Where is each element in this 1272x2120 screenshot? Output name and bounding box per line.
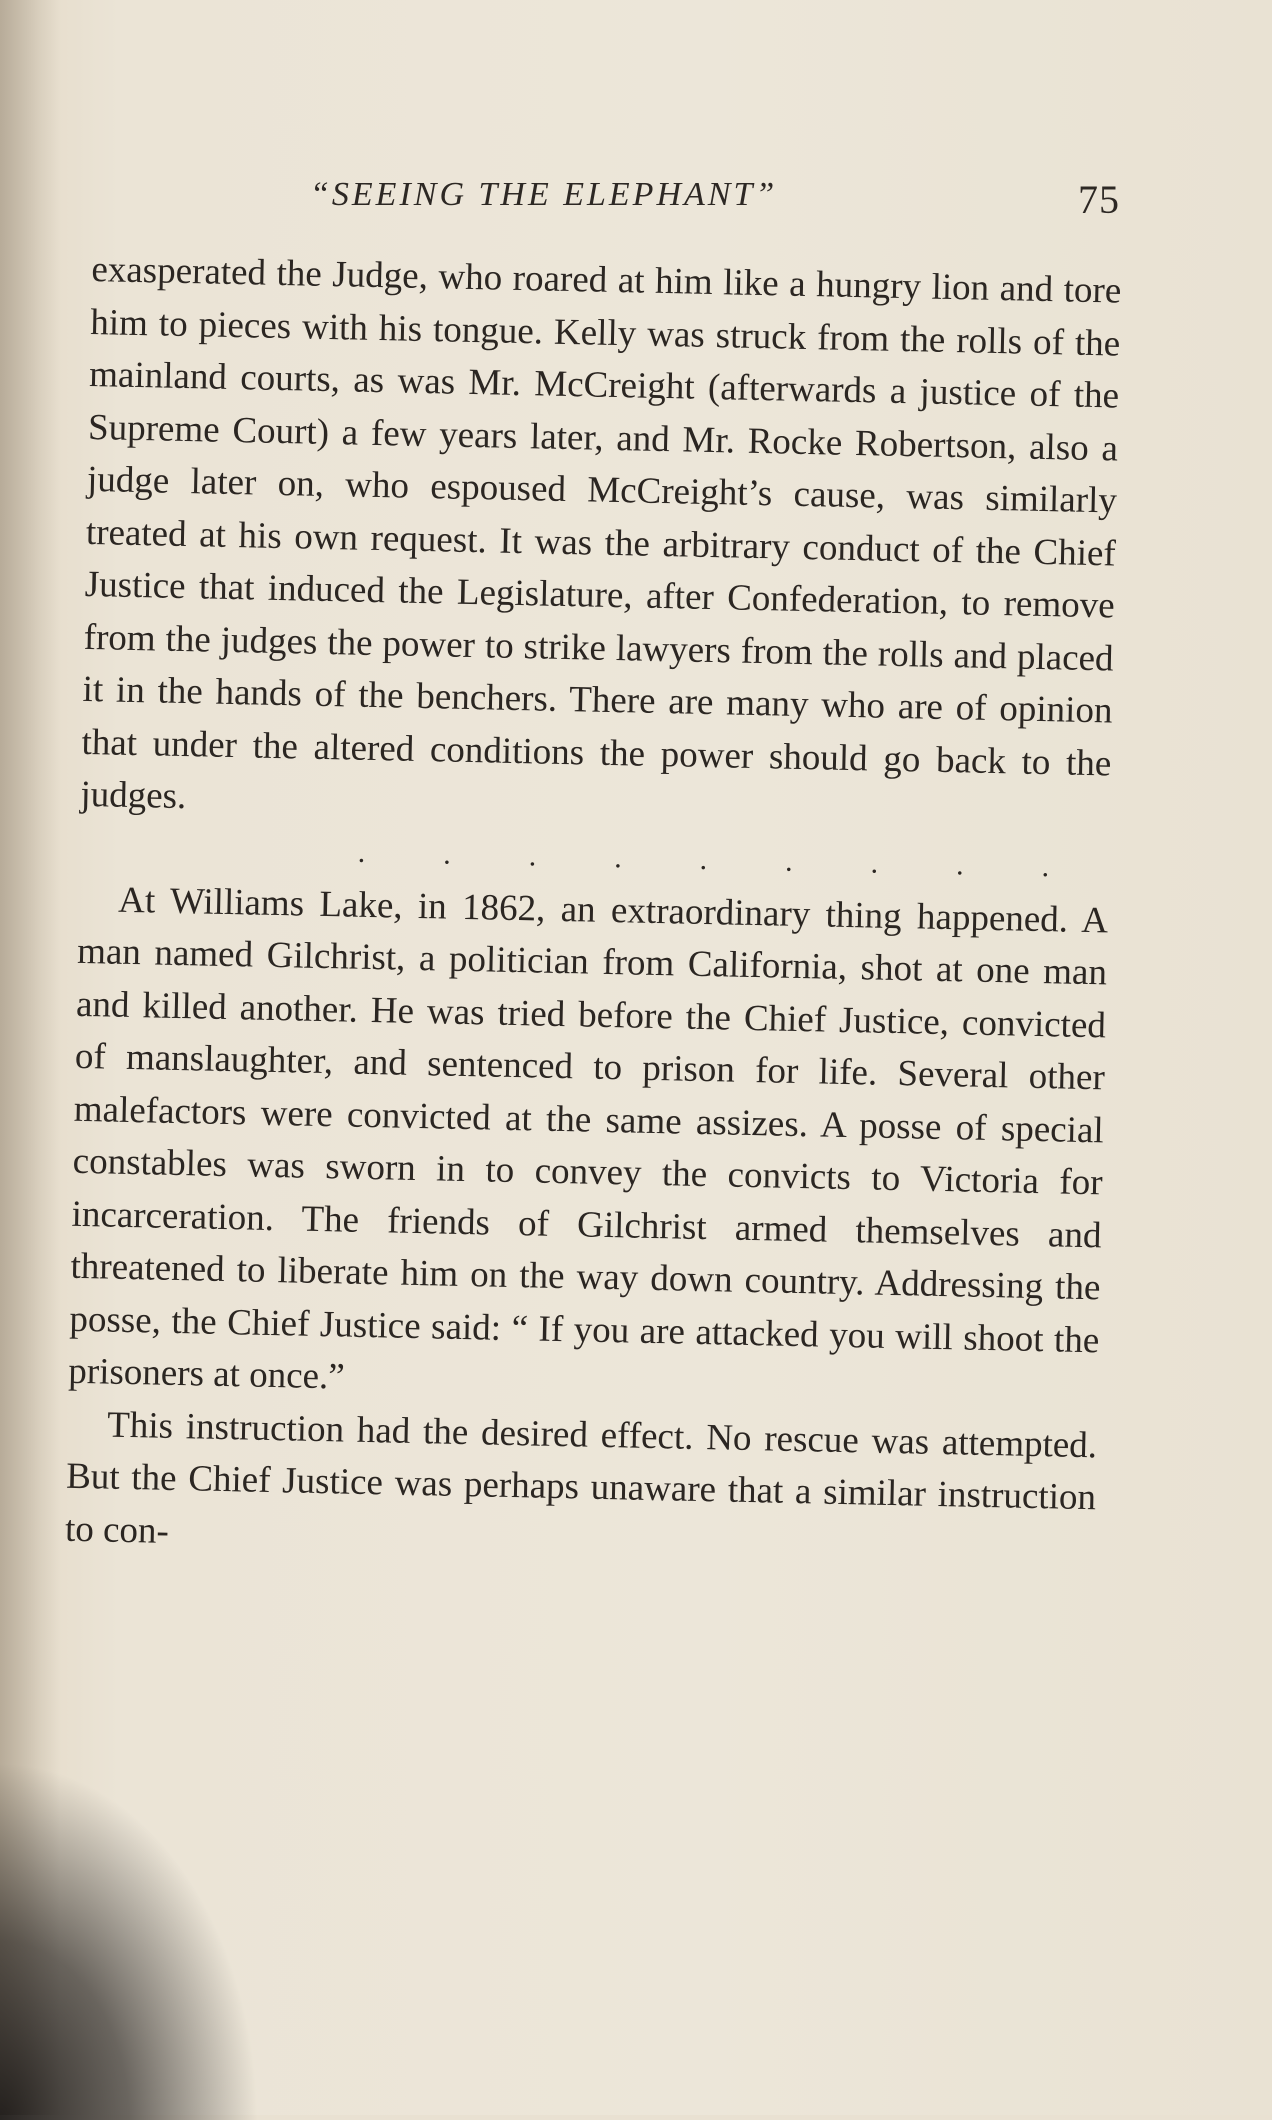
section-break-dot: . (1041, 850, 1050, 884)
paragraph: This instruction had the desired effect. No rescue was attempted. But the Chief Justice was perhaps unaware that a similar instruction to con- (64, 1404, 1098, 1552)
section-break-dot: . (442, 837, 452, 871)
section-break-dot: . (528, 839, 537, 873)
paragraph: At Williams Lake, in 1862, an extraordinary thing happened. A man named Gilchrist, a politician from California, shot at one man and killed another. He was tried before the Chief Justice, convicted of manslaughter, and sentenced to prison for life. Several other malefactors were convicted at the same assizes. A posse of special constables was sworn in to convey the convicts to Victoria for incarceration. The friends of Gilchrist armed themselves and threatened to liberate him on the way down country. Addressing the posse, the Chief Justice said: “ If you are attacked you will shoot the prisoners at once.” (67, 879, 1109, 1398)
corner-shadow (0, 1760, 260, 2120)
section-break-dot: . (357, 835, 366, 870)
running-title: “SEEING THE ELEPHANT” (310, 176, 778, 213)
text-block (65, 244, 1122, 1577)
running-head (300, 170, 1120, 230)
section-break-dot: . (699, 843, 708, 877)
paragraph: exasperated the Judge, who roared at him like a hungry lion and tore him to pieces with his tongue. Kelly was struck from the rolls of the mainland courts, as was Mr. McCreight (afterwards a justice of the Supreme Court) a few years later, and Mr. Rocke Robertson, also a judge later on, who espoused McCreight’s cause, was similarly treated at his own request. It was the arbitrary conduct of the Chief Justice that induced the Legislature, after Confederation, to remove from the judges the power to strike lawyers from the rolls and placed it in the hands of the benchers. There are many who are of opinion that under the altered conditions the power should go back to the judges. (80, 248, 1122, 818)
section-break-dot: . (784, 844, 794, 879)
section-break-dot: . (955, 848, 965, 882)
section-break-dot: . (613, 841, 623, 875)
page-number: 75 (1078, 177, 1120, 222)
section-break-dot: . (870, 846, 879, 880)
